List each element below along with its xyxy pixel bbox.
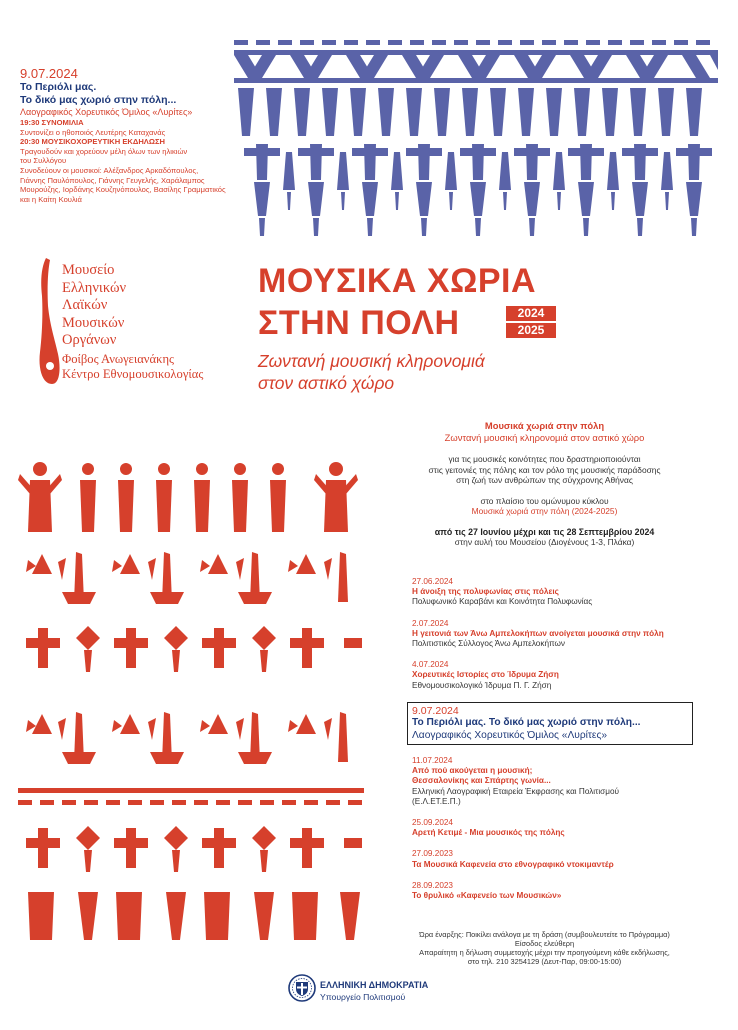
subtitle-line-2: στον αστικό χώρο bbox=[258, 373, 395, 393]
featured-talk-label: 19:30 ΣΥΝΟΜΙΛΙΑ bbox=[20, 118, 84, 127]
program-list bbox=[412, 577, 712, 912]
ornament-bottle bbox=[553, 152, 565, 210]
ornament-bottle bbox=[607, 152, 619, 210]
museum-sub-2: Κέντρο Εθνομουσικολογίας bbox=[62, 366, 204, 381]
intro-subheading: Ζωντανή μουσική κληρονομιά στον αστικό χώρο bbox=[444, 432, 645, 443]
footer-note-2: Είσοδος ελεύθερη bbox=[514, 939, 575, 948]
page-title-line-2: ΣΤΗΝ ΠΟΛΗ bbox=[258, 304, 460, 342]
intro-paragraph-2 bbox=[372, 496, 717, 517]
years-badge bbox=[506, 306, 556, 340]
program-item-title: Τα Μουσικά Καφενεία στο εθνογραφικό ντοκιμαντέρ bbox=[412, 859, 614, 869]
program-item-organizer: Εθνομουσικολογικό Ίδρυμα Π. Γ. Ζήση bbox=[412, 680, 552, 690]
program-item bbox=[412, 619, 712, 650]
program-item-date: 11.07.2024 bbox=[412, 756, 453, 766]
intro-paragraph-3 bbox=[372, 527, 717, 548]
footer-note-1: Ώρα έναρξης: Ποικίλει ανάλογα με τη δράση (συμβουλευτείτε το Πρόγραμμα) bbox=[419, 930, 670, 939]
featured-show-desc-2: του Συλλόγου bbox=[20, 156, 67, 166]
ornament-bottle bbox=[499, 152, 511, 210]
featured-event-date: 9.07.2024 bbox=[20, 66, 78, 81]
featured-show-desc-1: Τραγουδούν και χορεύουν μέλη όλων των ηλικιών bbox=[20, 146, 188, 156]
featured-musicians-2: Γιάννης Παυλόπουλος, Γιάννης Γευγελής, Χαράλαμπος bbox=[20, 175, 205, 185]
ornament-bottle bbox=[283, 152, 295, 210]
page-title-line-1: ΜΟΥΣΙΚΑ ΧΩΡΙΑ bbox=[258, 262, 537, 300]
program-item bbox=[412, 849, 712, 869]
program-item-title: Η γειτονιά των Άνω Αμπελοκήπων ανοίγεται μουσικά στην πόλη bbox=[412, 628, 664, 638]
program-intro bbox=[372, 420, 717, 558]
program-item-title: Το Περιόλι μας. Το δικό μας χωριό στην πόλη... bbox=[412, 717, 641, 729]
museum-subtitle bbox=[62, 352, 203, 381]
ornament-bottle bbox=[661, 152, 673, 210]
featured-show-label: 20:30 ΜΟΥΣΙΚΟΧΟΡΕΥΤΙΚΗ ΕΚΔΗΛΩΣΗ bbox=[20, 137, 166, 147]
intro-paragraph-1 bbox=[372, 454, 717, 486]
museum-sub-1: Φοίβος Ανωγειανάκης bbox=[62, 352, 175, 366]
featured-event-title-2: Το δικό μας χωριό στην πόλη... bbox=[20, 94, 177, 106]
featured-musicians-4: και η Καίτη Κουλιά bbox=[20, 194, 82, 204]
ornament-figure bbox=[460, 144, 496, 236]
intro-p3-line-1: από τις 27 Ιουνίου μέχρι και τις 28 Σεπτεμβρίου 2024 bbox=[434, 526, 655, 537]
ministry-name: Υπουργείο Πολιτισμού bbox=[320, 992, 406, 1002]
featured-event-ensemble: Λαογραφικός Χορευτικός Όμιλος «Λυρίτες» bbox=[20, 107, 193, 117]
ornament-figure bbox=[298, 144, 334, 236]
ornament-bottle bbox=[337, 152, 349, 210]
footer-note-3: Απαραίτητη η δήλωση συμμετοχής μέχρι την προηγούμενη κάθε εκδήλωσης, bbox=[419, 948, 670, 957]
program-item bbox=[412, 577, 712, 608]
intro-p1-line-2: στις γειτονιές της πόλης και τον ρόλο της μουσικής παράδοσης bbox=[428, 464, 661, 475]
intro-heading: Μουσικά χωριά στην πόλη bbox=[484, 420, 605, 431]
program-item-title-2: Θεσσαλονίκης και Σπάρτης γωνία... bbox=[412, 776, 551, 786]
museum-name bbox=[62, 262, 126, 350]
program-item-organizer: Ελληνική Λαογραφική Εταιρεία Έκφρασης και Πολιτισμού bbox=[412, 786, 619, 796]
featured-musicians-1: Συνοδεύουν οι μουσικοί: Αλέξανδρος Αρκαδόπουλος, bbox=[20, 165, 199, 175]
program-item-highlighted bbox=[407, 702, 693, 745]
museum-name-1: Μουσείο bbox=[62, 262, 115, 278]
program-item bbox=[412, 660, 712, 691]
program-item bbox=[412, 881, 712, 901]
ornament-figure bbox=[352, 144, 388, 236]
intro-p1-line-1: για τις μουσικές κοινότητες που δραστηριοποιούνται bbox=[448, 454, 641, 464]
program-item-title: Από πού ακούγεται η μουσική; bbox=[412, 766, 533, 776]
program-item-date: 27.06.2024 bbox=[412, 577, 453, 586]
featured-event-box bbox=[20, 66, 230, 204]
lyre-logo-icon bbox=[36, 256, 62, 388]
program-item-organizer: Πολυφωνικό Καραβάνι και Κοινότητα Πολυφωνίας bbox=[412, 597, 593, 607]
program-item bbox=[412, 756, 712, 807]
program-item-date: 4.07.2024 bbox=[412, 660, 449, 670]
ornament-figure bbox=[244, 144, 280, 236]
program-item-title: Το θρυλικό «Καφενείο των Μουσικών» bbox=[412, 891, 562, 901]
featured-talk-desc: Συντονίζει ο ηθοποιός Λευτέρης Καταχανάς bbox=[20, 127, 166, 137]
featured-musicians-3: Μουρούζης, Ιορδάνης Κουζηνόπουλος, Βασίλης Γραμματικός bbox=[20, 185, 226, 195]
program-item bbox=[412, 818, 712, 838]
footer-note-4: στο τηλ. 210 3254129 (Δευτ-Παρ, 09:00-15:00) bbox=[467, 957, 622, 966]
program-item-date: 2.07.2024 bbox=[412, 618, 449, 628]
program-item-organizer: Λαογραφικός Χορευτικός Όμιλος «Λυρίτες» bbox=[412, 729, 608, 741]
ornament-figure bbox=[568, 144, 604, 236]
intro-p1-line-3: στη ζωή των ανθρώπων της σύγχρονης Αθήνας bbox=[456, 475, 633, 485]
greek-emblem-icon bbox=[288, 974, 316, 1002]
year-badge-2: 2025 bbox=[506, 323, 556, 338]
blue-ornament-pattern bbox=[234, 40, 718, 240]
program-item-date: 28.09.2023 bbox=[412, 880, 453, 890]
museum-name-5: Οργάνων bbox=[62, 332, 117, 349]
ornament-figure bbox=[406, 144, 442, 236]
program-item-title: Αρετή Κετιμέ - Μια μουσικός της πόλης bbox=[412, 828, 565, 838]
program-item-date: 9.07.2024 bbox=[412, 704, 459, 717]
museum-name-3: Λαϊκών bbox=[62, 297, 108, 314]
intro-p2-line-2: Μουσικά χωριά στην πόλη (2024-2025) bbox=[471, 506, 618, 516]
red-ornament-pattern bbox=[18, 462, 364, 982]
subtitle-line-1: Ζωντανή μουσική κληρονομιά bbox=[258, 351, 485, 371]
program-item-title: Η άνοιξη της πολυφωνίας στις πόλεις bbox=[412, 587, 559, 597]
featured-event-title-1: Το Περιόλι μας. bbox=[20, 81, 97, 93]
intro-p3-line-2: στην αυλή του Μουσείου (Διογένους 1-3, Πλάκα) bbox=[454, 537, 635, 547]
intro-p2-line-1: στο πλαίσιο του ομώνυμου κύκλου bbox=[480, 495, 609, 506]
museum-name-2: Ελληνικών bbox=[62, 279, 127, 296]
program-item-organizer-2: (Ε.Λ.ΕΤ.Ε.Π.) bbox=[412, 796, 461, 806]
ornament-figure bbox=[622, 144, 658, 236]
ornament-dash bbox=[234, 40, 248, 45]
program-item-date: 27.09.2023 bbox=[412, 849, 453, 859]
page-subtitle bbox=[258, 350, 485, 394]
ornament-figure bbox=[676, 144, 712, 236]
footer-notes bbox=[372, 930, 717, 966]
ornament-bottle bbox=[391, 152, 403, 210]
year-badge-1: 2024 bbox=[506, 306, 556, 321]
ornament-figure bbox=[514, 144, 550, 236]
program-item-date: 25.09.2024 bbox=[412, 818, 453, 828]
ornament-bottle bbox=[445, 152, 457, 210]
program-item-title: Χορευτικές Ιστορίες στο Ίδρυμα Ζήση bbox=[412, 670, 559, 680]
government-name: ΕΛΛΗΝΙΚΗ ΔΗΜΟΚΡΑΤΙΑ bbox=[320, 980, 429, 990]
museum-name-4: Μουσικών bbox=[62, 314, 125, 331]
program-item-organizer: Πολιτιστικός Σύλλογος Άνω Αμπελοκήπων bbox=[412, 639, 566, 649]
